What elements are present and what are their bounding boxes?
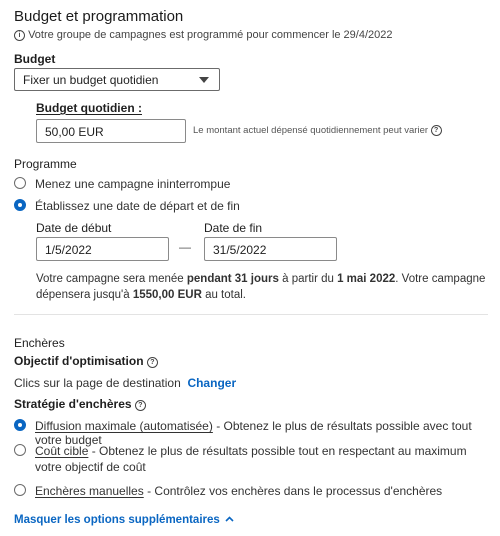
date-separator: — xyxy=(179,240,191,254)
schedule-info xyxy=(14,29,393,41)
strategy-label xyxy=(14,397,146,411)
radio-cost-target[interactable] xyxy=(14,444,26,456)
budget-label: Budget xyxy=(14,52,56,66)
chevron-up-icon xyxy=(225,516,234,522)
manual-bids-label xyxy=(35,484,490,498)
start-date-value: 1/5/2022 xyxy=(45,243,92,257)
end-date-value: 31/5/2022 xyxy=(213,243,267,257)
end-date-input[interactable] xyxy=(204,237,337,261)
start-date-label: Date de début xyxy=(36,221,112,235)
summary-total: 1550,00 EUR xyxy=(132,289,202,301)
objective-label-text: Objectif d'optimisation xyxy=(14,354,144,368)
schedule-label: Programme xyxy=(14,157,77,171)
daily-budget-hint xyxy=(193,125,442,136)
cost-target-label xyxy=(35,443,490,475)
strategy-label-text: Stratégie d'enchères xyxy=(14,397,132,411)
objective-value: Clics sur la page de destination xyxy=(14,376,181,390)
cost-target-name[interactable]: Coût cible xyxy=(35,444,89,458)
schedule-summary xyxy=(36,271,491,303)
summary-part: Votre campagne sera menée xyxy=(36,273,187,285)
summary-start: 1 mai 2022 xyxy=(337,273,396,285)
summary-part: au total. xyxy=(201,289,246,301)
daily-budget-value: 50,00 EUR xyxy=(45,125,104,139)
divider xyxy=(14,314,488,315)
info-icon: i xyxy=(14,30,25,41)
budget-type-value: Fixer un budget quotidien xyxy=(23,73,159,87)
summary-duration: pendant 31 jours xyxy=(186,273,279,285)
budget-type-select[interactable] xyxy=(14,68,220,91)
help-icon[interactable]: ? xyxy=(147,357,158,368)
end-date-label: Date de fin xyxy=(204,221,263,235)
manual-bids-name[interactable]: Enchères manuelles xyxy=(35,484,144,498)
radio-dates[interactable] xyxy=(14,199,26,211)
radio-dates-label: Établissez une date de départ et de fin xyxy=(35,199,240,213)
hide-options-text: Masquer les options supplémentaires xyxy=(14,514,220,526)
manual-bids-desc: - Contrôlez vos enchères dans le processus d'enchères xyxy=(143,484,443,498)
summary-part: . Votre campagne dépensera jusqu'à xyxy=(36,273,486,301)
help-icon[interactable]: ? xyxy=(135,400,146,411)
hide-options-link[interactable] xyxy=(14,514,234,526)
daily-budget-label: Budget quotidien : xyxy=(36,101,142,115)
radio-manual-bids[interactable] xyxy=(14,484,26,496)
radio-continuous[interactable] xyxy=(14,177,26,189)
section-title-bidding: Enchères xyxy=(14,336,65,350)
chevron-down-icon xyxy=(199,77,209,83)
section-title-budget: Budget et programmation xyxy=(14,8,184,25)
change-objective-link[interactable]: Changer xyxy=(187,376,237,390)
schedule-info-text: Votre groupe de campagnes est programmé pour commencer le 29/4/2022 xyxy=(28,29,393,41)
start-date-input[interactable] xyxy=(36,237,169,261)
daily-budget-input[interactable] xyxy=(36,119,186,143)
max-delivery-name[interactable]: Diffusion maximale (automatisée) xyxy=(35,419,213,433)
help-icon[interactable]: ? xyxy=(431,125,442,136)
summary-part: à partir du xyxy=(278,273,338,285)
daily-budget-hint-text: Le montant actuel dépensé quotidiennement peut varier xyxy=(193,125,429,136)
cost-target-desc: - Obtenez le plus de résultats possible tout en respectant au maximum votre objectif de coût xyxy=(35,444,467,474)
radio-max-delivery[interactable] xyxy=(14,419,26,431)
objective-label xyxy=(14,354,158,368)
objective-row xyxy=(14,376,236,390)
max-delivery-desc: - Obtenez le plus de résultats possible avec tout votre budget xyxy=(35,419,472,447)
radio-continuous-label: Menez une campagne ininterrompue xyxy=(35,177,231,191)
